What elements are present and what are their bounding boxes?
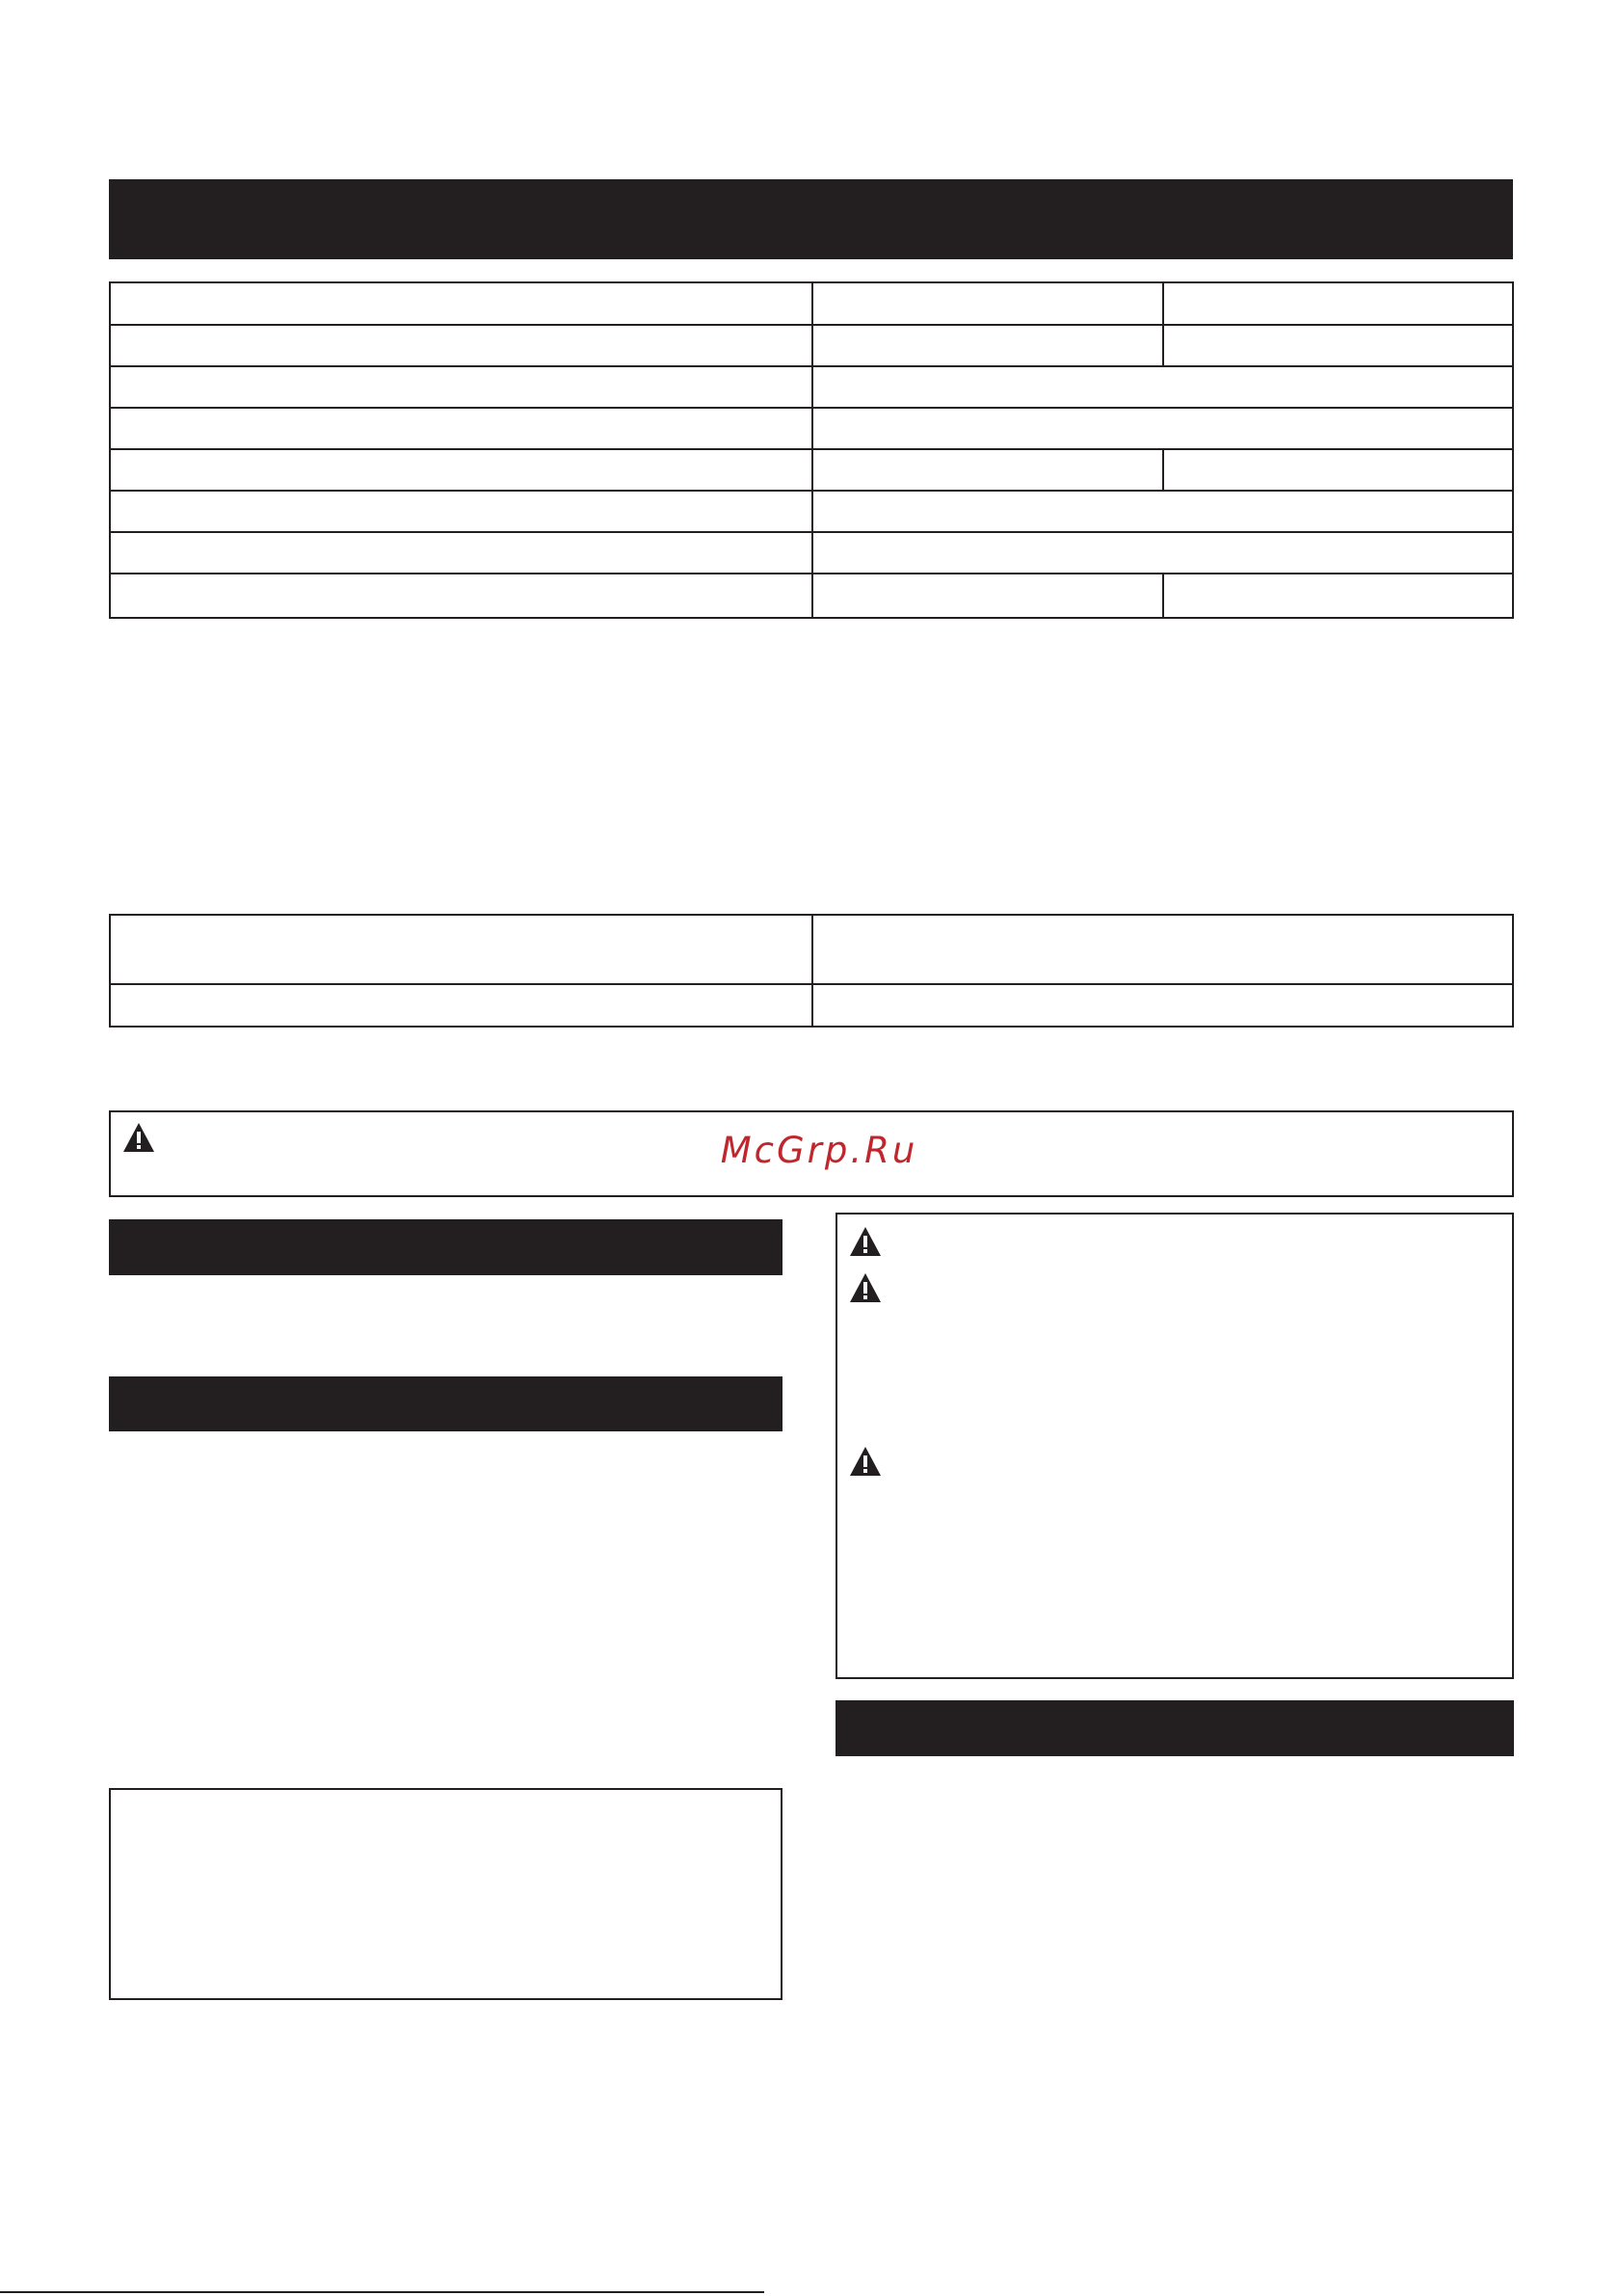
notice-box xyxy=(109,1788,782,2000)
warning-triangle-icon xyxy=(122,1122,155,1153)
warning-triangle-icon xyxy=(849,1272,882,1303)
specifications-table xyxy=(109,281,1514,619)
table-column-divider xyxy=(1162,448,1164,491)
table-column-divider xyxy=(1162,573,1164,617)
footer-rule xyxy=(0,2291,764,2293)
section-header-bar xyxy=(836,1700,1514,1756)
warning-triangle-icon xyxy=(849,1226,882,1257)
table-column-divider xyxy=(811,283,813,617)
table-column-divider xyxy=(1162,283,1164,366)
section-header-bar xyxy=(109,1219,782,1275)
symbols-table xyxy=(109,914,1514,1028)
safety-warnings-box xyxy=(836,1213,1514,1679)
table-column-divider xyxy=(811,916,813,1026)
specifications-header-bar xyxy=(109,179,1513,259)
warning-triangle-icon xyxy=(849,1446,882,1477)
watermark-text: McGrp.Ru xyxy=(720,1130,918,1171)
section-header-bar xyxy=(109,1376,782,1431)
